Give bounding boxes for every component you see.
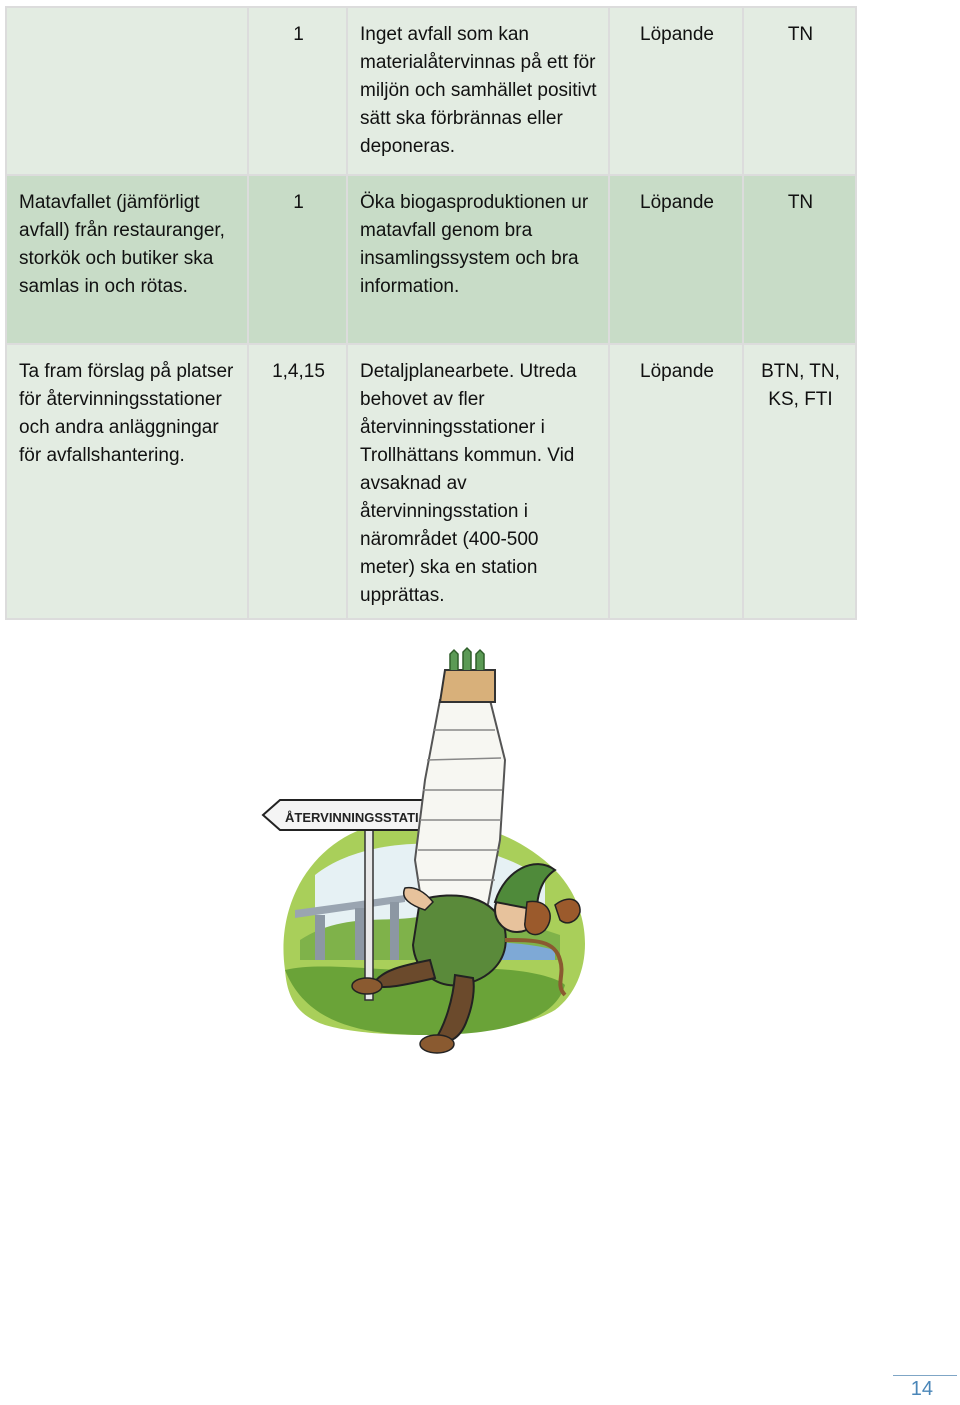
character-shoe [352,978,382,994]
action-cell: Detaljplanearbete. Utreda behovet av fler återvinningsstationer i Trollhättans kommun. Vid avsaknad av återvinningsstation i närområdet (400-500 meter) ska en station upprättas. [347,344,609,619]
timing-cell: Löpande [609,344,743,619]
bridge-pillar [355,908,365,960]
ref-cell: 1,4,15 [248,344,347,619]
table-row [6,344,856,619]
responsible-cell: TN [743,7,856,175]
bridge-pillar [390,902,399,960]
character-shoe [420,1035,454,1053]
recycling-illustration [255,640,605,1080]
bottle-box [440,670,495,702]
ref-cell: 1 [248,175,347,344]
ref-cell: 1 [248,7,347,175]
bottles-icon [450,648,484,670]
sign-text: ÅTERVINNINGSSTATI [285,810,419,825]
action-cell: Inget avfall som kan materialåtervinnas på ett för miljön och samhället positivt sätt ska förbrännas eller deponeras. [347,7,609,175]
table-row [6,175,856,344]
responsible-cell: BTN, TN, KS, FTI [743,344,856,619]
footer-divider [893,1375,957,1376]
goal-cell: Matavfallet (jämförligt avfall) från restauranger, storkök och butiker ska samlas in och rötas. [6,175,248,344]
page-number: 14 [910,1378,933,1400]
signpost-pole [365,820,373,1000]
timing-cell: Löpande [609,7,743,175]
goal-cell: Ta fram förslag på platser för återvinningsstationer och andra anläggningar för avfallshantering. [6,344,248,619]
table-row [6,7,856,175]
action-cell: Öka biogasproduktionen ur matavfall genom bra insamlingssystem och bra information. [347,175,609,344]
bridge-pillar [315,915,325,960]
responsible-cell: TN [743,175,856,344]
goal-cell [6,7,248,175]
timing-cell: Löpande [609,175,743,344]
goals-table [5,6,857,620]
